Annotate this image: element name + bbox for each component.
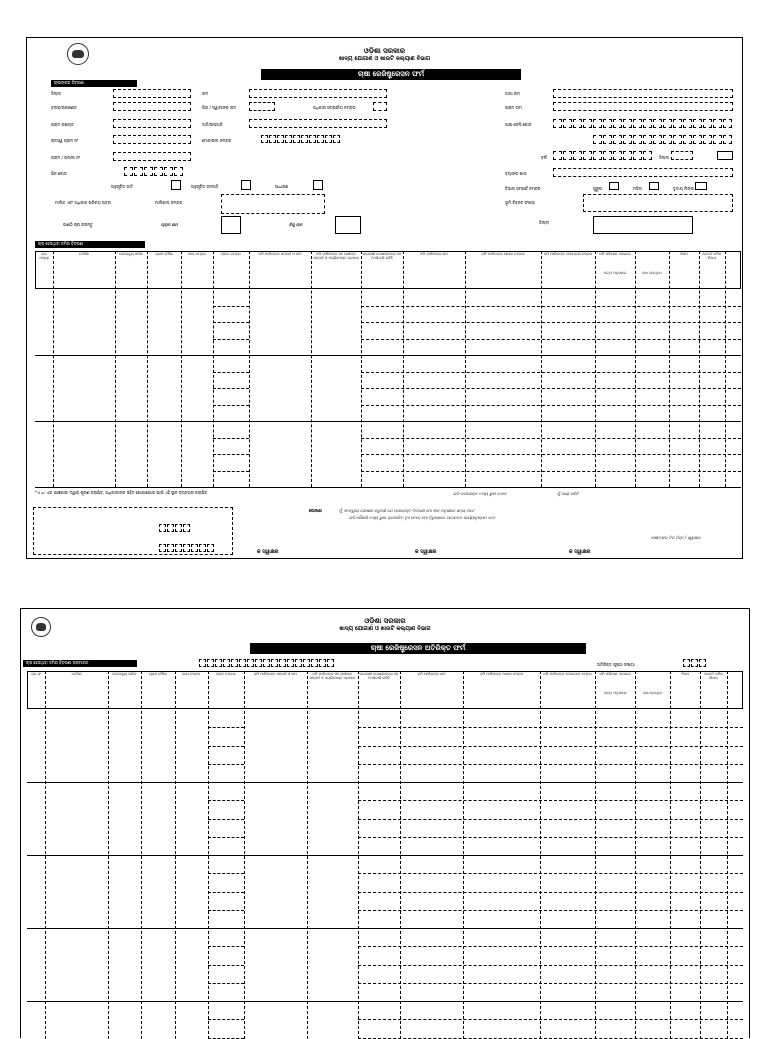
table-header-cell: ପ୍ଲଟ ନମ୍ବର — [215, 672, 236, 676]
table-sub-row[interactable] — [208, 873, 245, 874]
table-header-cell: ଗ୍ରାମ ମୌଜା — [148, 672, 167, 676]
table-header-cell: ରେଭେନ୍ୟୁ ସର୍କଲ — [119, 252, 143, 256]
page2-heading: ଓଡ଼ିଶା ସରକାର — [364, 617, 406, 625]
category-st-checkbox[interactable] — [241, 180, 251, 190]
table-column-line — [699, 251, 700, 487]
table-sub-row[interactable] — [358, 819, 743, 820]
section-farmer-details: ଚାଷୀଙ୍କର ବିବରଣୀ — [51, 80, 137, 87]
district-b-input[interactable] — [593, 216, 693, 234]
table-column-line — [311, 251, 312, 487]
owner-number-label: ମାଲିକାନା ନମ୍ବର — [155, 200, 183, 205]
table-header-cell: ଜମି ମାଲିକଙ୍କ ମୋବାଇଲ ନମ୍ବର — [543, 252, 593, 256]
table-header-cell: କ୍ର ସଂଖ୍ୟା — [39, 252, 49, 261]
table-sub-row[interactable] — [358, 727, 743, 728]
label-extra-rights: ଅଧିକାର ସମ୍ପର୍କୀୟ ନମ୍ବର — [313, 105, 356, 110]
table-subheader-cell: ଚାଷ ହେଉଥିବା — [642, 271, 662, 275]
form-page-2 — [20, 608, 750, 1038]
table-header-cell: ରେକର୍ଡ ଜମିର ଲିଙ୍କ — [704, 672, 724, 681]
label-gender-female: ମହିଳା — [633, 186, 642, 191]
table-sub-row[interactable] — [361, 339, 741, 340]
label-name: ନାମ — [202, 91, 209, 96]
table-sub-row[interactable] — [358, 837, 743, 838]
table-sub-row[interactable] — [361, 405, 741, 406]
village-checkbox[interactable] — [221, 216, 241, 234]
table-header-cell: କିସମ — [681, 672, 690, 676]
table-column-line — [361, 251, 362, 487]
table-sub-row[interactable] — [213, 372, 249, 373]
gender-checkbox-b[interactable] — [717, 151, 733, 160]
table-header-cell: ଜମି ପରିମାଣ ଏକରରେ — [599, 672, 631, 676]
table-header-cell: ରେକର୍ଡ ଜମିର ଲିଙ୍କ — [702, 252, 722, 261]
department-name: ଖାଦ୍ୟ ଯୋଗାଣ ଓ ଖାଉଟି କଲ୍ୟାଣ ବିଭାଗ — [338, 56, 431, 62]
table-sub-row[interactable] — [208, 746, 245, 747]
verification-cells-a[interactable] — [159, 524, 191, 532]
section-land-details: ଚାଷ ହେଉଥିବା ଜମିର ବିବରଣୀ — [35, 241, 145, 248]
label-caste: ଜାତି/ଉପଜାତି — [202, 122, 223, 127]
table-sub-row[interactable] — [213, 438, 249, 439]
table-column-line — [53, 251, 54, 487]
table-header-cell: ପ୍ଲଟ ନମ୍ବର — [221, 252, 241, 256]
table-sub-row[interactable] — [361, 454, 741, 455]
form-title: ଚାଷୀ ରେଜିଷ୍ଟ୍ରେସନ ଫର୍ମ — [261, 69, 521, 80]
declaration-text-2: ଯଦି କୌଣସି ତଥ୍ୟ ଭୁଲ ପ୍ରମାଣିତ ହୁଏ ତେବେ ମୋ ବିରୁଦ୍ଧରେ ଆଇନଗତ କାର୍ଯ୍ୟାନୁଷ୍ଠାନ ହେବ — [349, 515, 496, 520]
table-sub-row[interactable] — [208, 837, 245, 838]
table-header-cell: ଜମି ମାଲିକଙ୍କ ନାମ — [417, 672, 446, 676]
table-sub-row[interactable] — [208, 983, 245, 984]
label-land-id: ଭୂମି ଚିହ୍ନଟ ସଂଖ୍ୟା — [505, 200, 536, 205]
table-sub-row[interactable] — [361, 471, 741, 472]
table-sub-row[interactable] — [358, 965, 743, 966]
table-header-cell: ଜମି ପରିମାଣ ଏକରରେ — [599, 252, 631, 256]
table-header-cell: କିସମ — [680, 252, 688, 256]
signature-3: କ ସ୍ୱାକ୍ଷର — [569, 549, 591, 555]
page2-land-table — [27, 671, 743, 1039]
table-sub-row[interactable] — [358, 873, 743, 874]
table-subheader-cell: ପଟ୍ଟା ଅନୁସାରେ — [603, 691, 627, 695]
block-input[interactable] — [113, 102, 191, 111]
signature-1: କ ସ୍ୱାକ୍ଷର — [257, 549, 279, 555]
table-header-cell: ଗ୍ରାମ ମୌଜା — [155, 252, 173, 256]
table-header-cell: ଜମି ମାଲିକଙ୍କ ସହ ଚାଷୀଙ୍କ ସମ୍ପର୍କ ଓ ଏଗ୍ରିମେଣ୍ଟ ପ୍ରମାଣ — [309, 672, 356, 681]
table-header-cell: ତହସିଲ — [71, 672, 82, 676]
table-sub-row[interactable] — [213, 454, 249, 455]
gram-panchayat-input[interactable] — [113, 119, 191, 128]
table-column-line — [147, 251, 148, 487]
label-bindu-name: ବିନ୍ଦୁ ନାମ — [289, 222, 303, 227]
table-column-line — [465, 251, 466, 487]
verification-cells-b[interactable] — [159, 544, 215, 552]
signature-right-note: ଚାଷୀଙ୍କର ଟିପ ଚିହ୍ନ / ସ୍ୱାକ୍ଷର — [651, 535, 701, 540]
land-id-input[interactable] — [583, 194, 733, 212]
table-column-line — [115, 251, 116, 487]
label-district: ଜିଲ୍ଲା — [51, 91, 61, 96]
table-header-cell: ଭାଗଚାଷୀ ଘୋଷଣାପତ୍ର ସହ ଅଂଶୀଦାରି ରହିଛି — [362, 252, 402, 261]
label-pincode: ପିନ କୋଡ — [51, 171, 67, 176]
bindu-checkbox[interactable] — [335, 216, 361, 234]
table-header-cell: ଭାଗଚାଷୀ ଘୋଷଣାପତ୍ର ସହ ଅଂଶୀଦାରି ରହିଛି — [359, 672, 399, 681]
extra-sheet-label: ଅତିରିକ୍ତ ପୃଷ୍ଠା ସଂଖ୍ୟା — [597, 662, 635, 667]
label-category-sc: ଅନୁସୂଚିତ ଜାତି — [111, 184, 134, 189]
table-header-cell: ତହସିଲ — [78, 252, 90, 256]
table-sub-row[interactable] — [358, 800, 743, 801]
label-category-general: ସାଧାରଣ — [275, 184, 289, 189]
table-sub-row[interactable] — [361, 388, 741, 389]
table-sub-row[interactable] — [358, 746, 743, 747]
bank-account-cells[interactable] — [593, 135, 733, 144]
table-column-line — [249, 251, 250, 487]
bank-account-input[interactable] — [553, 168, 733, 177]
table-sub-row[interactable] — [208, 965, 245, 966]
page2-section-land: ଚାଷ ହେଉଥିବା ଜମିର ବିବରଣୀ କ୍ରମାଗତ — [23, 660, 137, 667]
table-sub-row[interactable] — [213, 471, 249, 472]
label-owner-rights: ମାଲିକ ଏବଂ ଅଧିକାର ପରିଚୟ ପତ୍ର — [55, 200, 111, 205]
table-header-cell: କ୍ର ସଂ — [31, 672, 42, 676]
table-column-line — [181, 251, 182, 487]
gender-third-checkbox[interactable] — [695, 182, 707, 190]
farmer-name-input[interactable] — [249, 89, 387, 98]
caste-input[interactable] — [249, 119, 387, 128]
table-sub-row[interactable] — [208, 946, 245, 947]
table-header-cell: ଜମି ମାଲିକଙ୍କ ନାମ — [420, 252, 448, 256]
table-sub-row[interactable] — [213, 322, 249, 323]
label-gram-panchayat: ଗ୍ରାମ ପଞ୍ଚାୟତ — [51, 122, 74, 127]
label-gram-name: ଗ୍ରାମ ନାମ — [505, 105, 522, 110]
table-row — [35, 487, 741, 488]
table-sub-row[interactable] — [208, 1019, 245, 1020]
land-details-table — [35, 251, 741, 487]
table-sub-row[interactable] — [208, 800, 245, 801]
table-header-cell: ଜମି ମାଲିକଙ୍କ ସମ୍ପର୍କ ଓ ନାମ — [258, 252, 302, 256]
table-row — [27, 928, 743, 929]
table-column-line — [635, 251, 636, 487]
ifsc-cells[interactable] — [553, 119, 733, 128]
label-father-name: ପିତା / ସ୍ୱାମୀଙ୍କ ନାମ — [202, 105, 237, 110]
table-row — [27, 1001, 743, 1002]
extra-sheet-cells[interactable] — [683, 659, 707, 667]
table-sub-row[interactable] — [208, 727, 245, 728]
page-heading: ଓଡ଼ିଶା ସରକାର — [363, 47, 406, 55]
table-sub-row[interactable] — [208, 1038, 245, 1039]
table-header-cell: ଜମି ମାଲିକଙ୍କ ଆଧାର ନମ୍ବର — [481, 252, 525, 256]
label-mobile: ମୋବାଇଲ ନମ୍ବର — [202, 138, 232, 143]
category-sc-checkbox[interactable] — [171, 180, 181, 190]
table-sub-row[interactable] — [361, 306, 741, 307]
label-ifsc: ଆଇଏଫସି କୋଡ — [505, 122, 532, 127]
table-sub-row[interactable] — [213, 306, 249, 307]
label-place-name: ଜାଗା ନାମ — [505, 91, 521, 96]
label-village-no: ଗ୍ରାମ / ପଲ୍ଲୀ ନଂ — [51, 155, 81, 160]
page2-farmer-id-cells[interactable] — [199, 659, 335, 667]
extra-rights-input[interactable] — [373, 102, 387, 111]
village-no-input[interactable] — [113, 152, 191, 161]
table-sub-row[interactable] — [361, 322, 741, 323]
gender-input[interactable] — [671, 151, 693, 160]
table-row — [27, 855, 743, 856]
label-gender: ଜିଲ୍ଲା — [659, 155, 669, 160]
table-sub-row[interactable] — [213, 388, 249, 389]
revenue-village-input[interactable] — [113, 135, 191, 144]
label-gender-third: ତୃତୀୟ ଲିଙ୍ଗ — [673, 186, 695, 191]
table-header-cell: ଜମି ମାଲିକଙ୍କ ସହ ଚାଷୀଙ୍କ ସମ୍ପର୍କ ଓ ଏଗ୍ରିମେଣ୍ଟ ପ୍ରମାଣ — [313, 252, 359, 261]
table-sub-row[interactable] — [213, 339, 249, 340]
table-sub-row[interactable] — [213, 405, 249, 406]
label-gender-male: ପୁରୁଷ — [593, 186, 602, 191]
form-page-1 — [26, 37, 743, 559]
table-sub-row[interactable] — [361, 372, 741, 373]
table-sub-row[interactable] — [208, 764, 245, 765]
table-subheader-cell: ଚାଷ ହେଉଥିବା — [642, 691, 663, 695]
table-sub-row[interactable] — [358, 946, 743, 947]
page2-department: ଖାଦ୍ୟ ଯୋଗାଣ ଓ ଖାଉଟି କଲ୍ୟାଣ ବିଭାଗ — [339, 626, 431, 632]
table-column-line — [725, 251, 726, 487]
table-sub-row[interactable] — [358, 892, 743, 893]
label-district-b: ଜିଲ୍ଲା — [539, 220, 549, 225]
category-general-checkbox[interactable] — [313, 180, 323, 190]
table-sub-row[interactable] — [358, 1019, 743, 1020]
table-sub-row[interactable] — [358, 910, 743, 911]
table-sub-row[interactable] — [361, 438, 741, 439]
table-column-line — [403, 251, 404, 487]
year-cells[interactable] — [553, 151, 653, 160]
table-column-line — [595, 251, 596, 487]
label-revenue-village: ରାଜସ୍ୱ ଗ୍ରାମ ନଂ — [51, 138, 79, 143]
declaration-label: ଘୋଷଣା — [309, 508, 322, 513]
table-subheader-cell: ପଟ୍ଟା ଅନୁସାରେ — [603, 271, 627, 275]
table-row — [35, 355, 741, 356]
table-row — [27, 782, 743, 783]
table-sub-row[interactable] — [358, 983, 743, 984]
table-header-cell: ଜମି ମାଲିକଙ୍କ ମୋବାଇଲ ନମ୍ବର — [543, 672, 592, 676]
page2-form-title: ଚାଷୀ ରେଜିଷ୍ଟ୍ରେସନ ଅତିରିକ୍ତ ଫର୍ମ — [250, 643, 586, 654]
footnote-c: ମୁଁ ଦାୟୀ ରହିବି — [557, 491, 579, 496]
signature-2: କ ସ୍ୱାକ୍ଷର — [415, 549, 437, 555]
label-bank-account: ବ୍ୟାଙ୍କ ଖାତା — [505, 171, 527, 176]
declaration-text: ମୁଁ ଏତଦ୍ୱାରା ଘୋଷଣା କରୁଅଛି ଯେ ଉପରୋକ୍ତ ବିବରଣୀ ମୋ ଜ୍ଞାନ ଅନୁସାରେ ସତ୍ୟ ଅଟେ — [339, 508, 475, 513]
mobile-cells[interactable] — [261, 135, 341, 143]
table-header-cell: ଜମି ମାଲିକଙ୍କ ସମ୍ପର୍କ ଓ ନାମ — [253, 672, 297, 676]
district-input[interactable] — [113, 89, 191, 98]
label-block: ବ୍ଲକ୍/ଉପଖଣ୍ଡ — [51, 105, 77, 110]
place-name-input[interactable] — [553, 89, 733, 98]
table-sub-row[interactable] — [208, 910, 245, 911]
table-header-cell: ଜମି ମାଲିକଙ୍କ ଆଧାର ନମ୍ବର — [479, 672, 524, 676]
table-row — [35, 421, 741, 422]
gram-name-input[interactable] — [553, 102, 733, 111]
table-column-line — [213, 251, 214, 487]
pincode-cells[interactable] — [124, 167, 184, 176]
father-name-input[interactable] — [249, 102, 275, 111]
label-dept-contact: ବିଭାଗ ସମ୍ପର୍କ ନମ୍ବର — [505, 186, 541, 191]
table-header-cell: ଖାତା ନମ୍ବର — [188, 252, 206, 256]
table-header-cell: ଖାତା ନମ୍ବର — [182, 672, 201, 676]
table-sub-row[interactable] — [208, 819, 245, 820]
label-village-cultivate: ପାଣ୍ଠି ଚାଷ କରନ୍ତୁ — [63, 222, 93, 227]
table-header-cell: ରେଭେନ୍ୟୁ ସର୍କଲ — [112, 672, 137, 676]
table-column-line — [669, 251, 670, 487]
footnote-b: ଯଦି ଉପରୋକ୍ତ ତଥ୍ୟ ଭୁଲ ତେବେ — [453, 491, 507, 496]
gender-male-checkbox[interactable] — [609, 182, 619, 190]
table-sub-row[interactable] — [208, 892, 245, 893]
table-column-line — [541, 251, 542, 487]
table-sub-row[interactable] — [358, 764, 743, 765]
footnote: *ଏ ଧ: ଏହା ଯାଞ୍ଚକାରୀ ଦ୍ୱାରା ପୂରଣ କରାଯିବ, ଅଧିକାରୀଙ୍କ ସହିତ ଯୋଗାଯୋଗ ପାଇଁ ଏହି ସ୍ଥାନ ବ୍ୟବହାର କରାଯିବ — [35, 490, 208, 495]
table-sub-row[interactable] — [358, 1038, 743, 1039]
gender-female-checkbox[interactable] — [649, 182, 659, 190]
village-name-label: ଗ୍ରାମ ନାମ — [161, 222, 178, 227]
label-year: ବର୍ଷ — [541, 155, 547, 160]
owner-number-input[interactable] — [221, 194, 325, 214]
label-category-st: ଅନୁସୂଚିତ ଜନଜାତି — [191, 184, 219, 189]
